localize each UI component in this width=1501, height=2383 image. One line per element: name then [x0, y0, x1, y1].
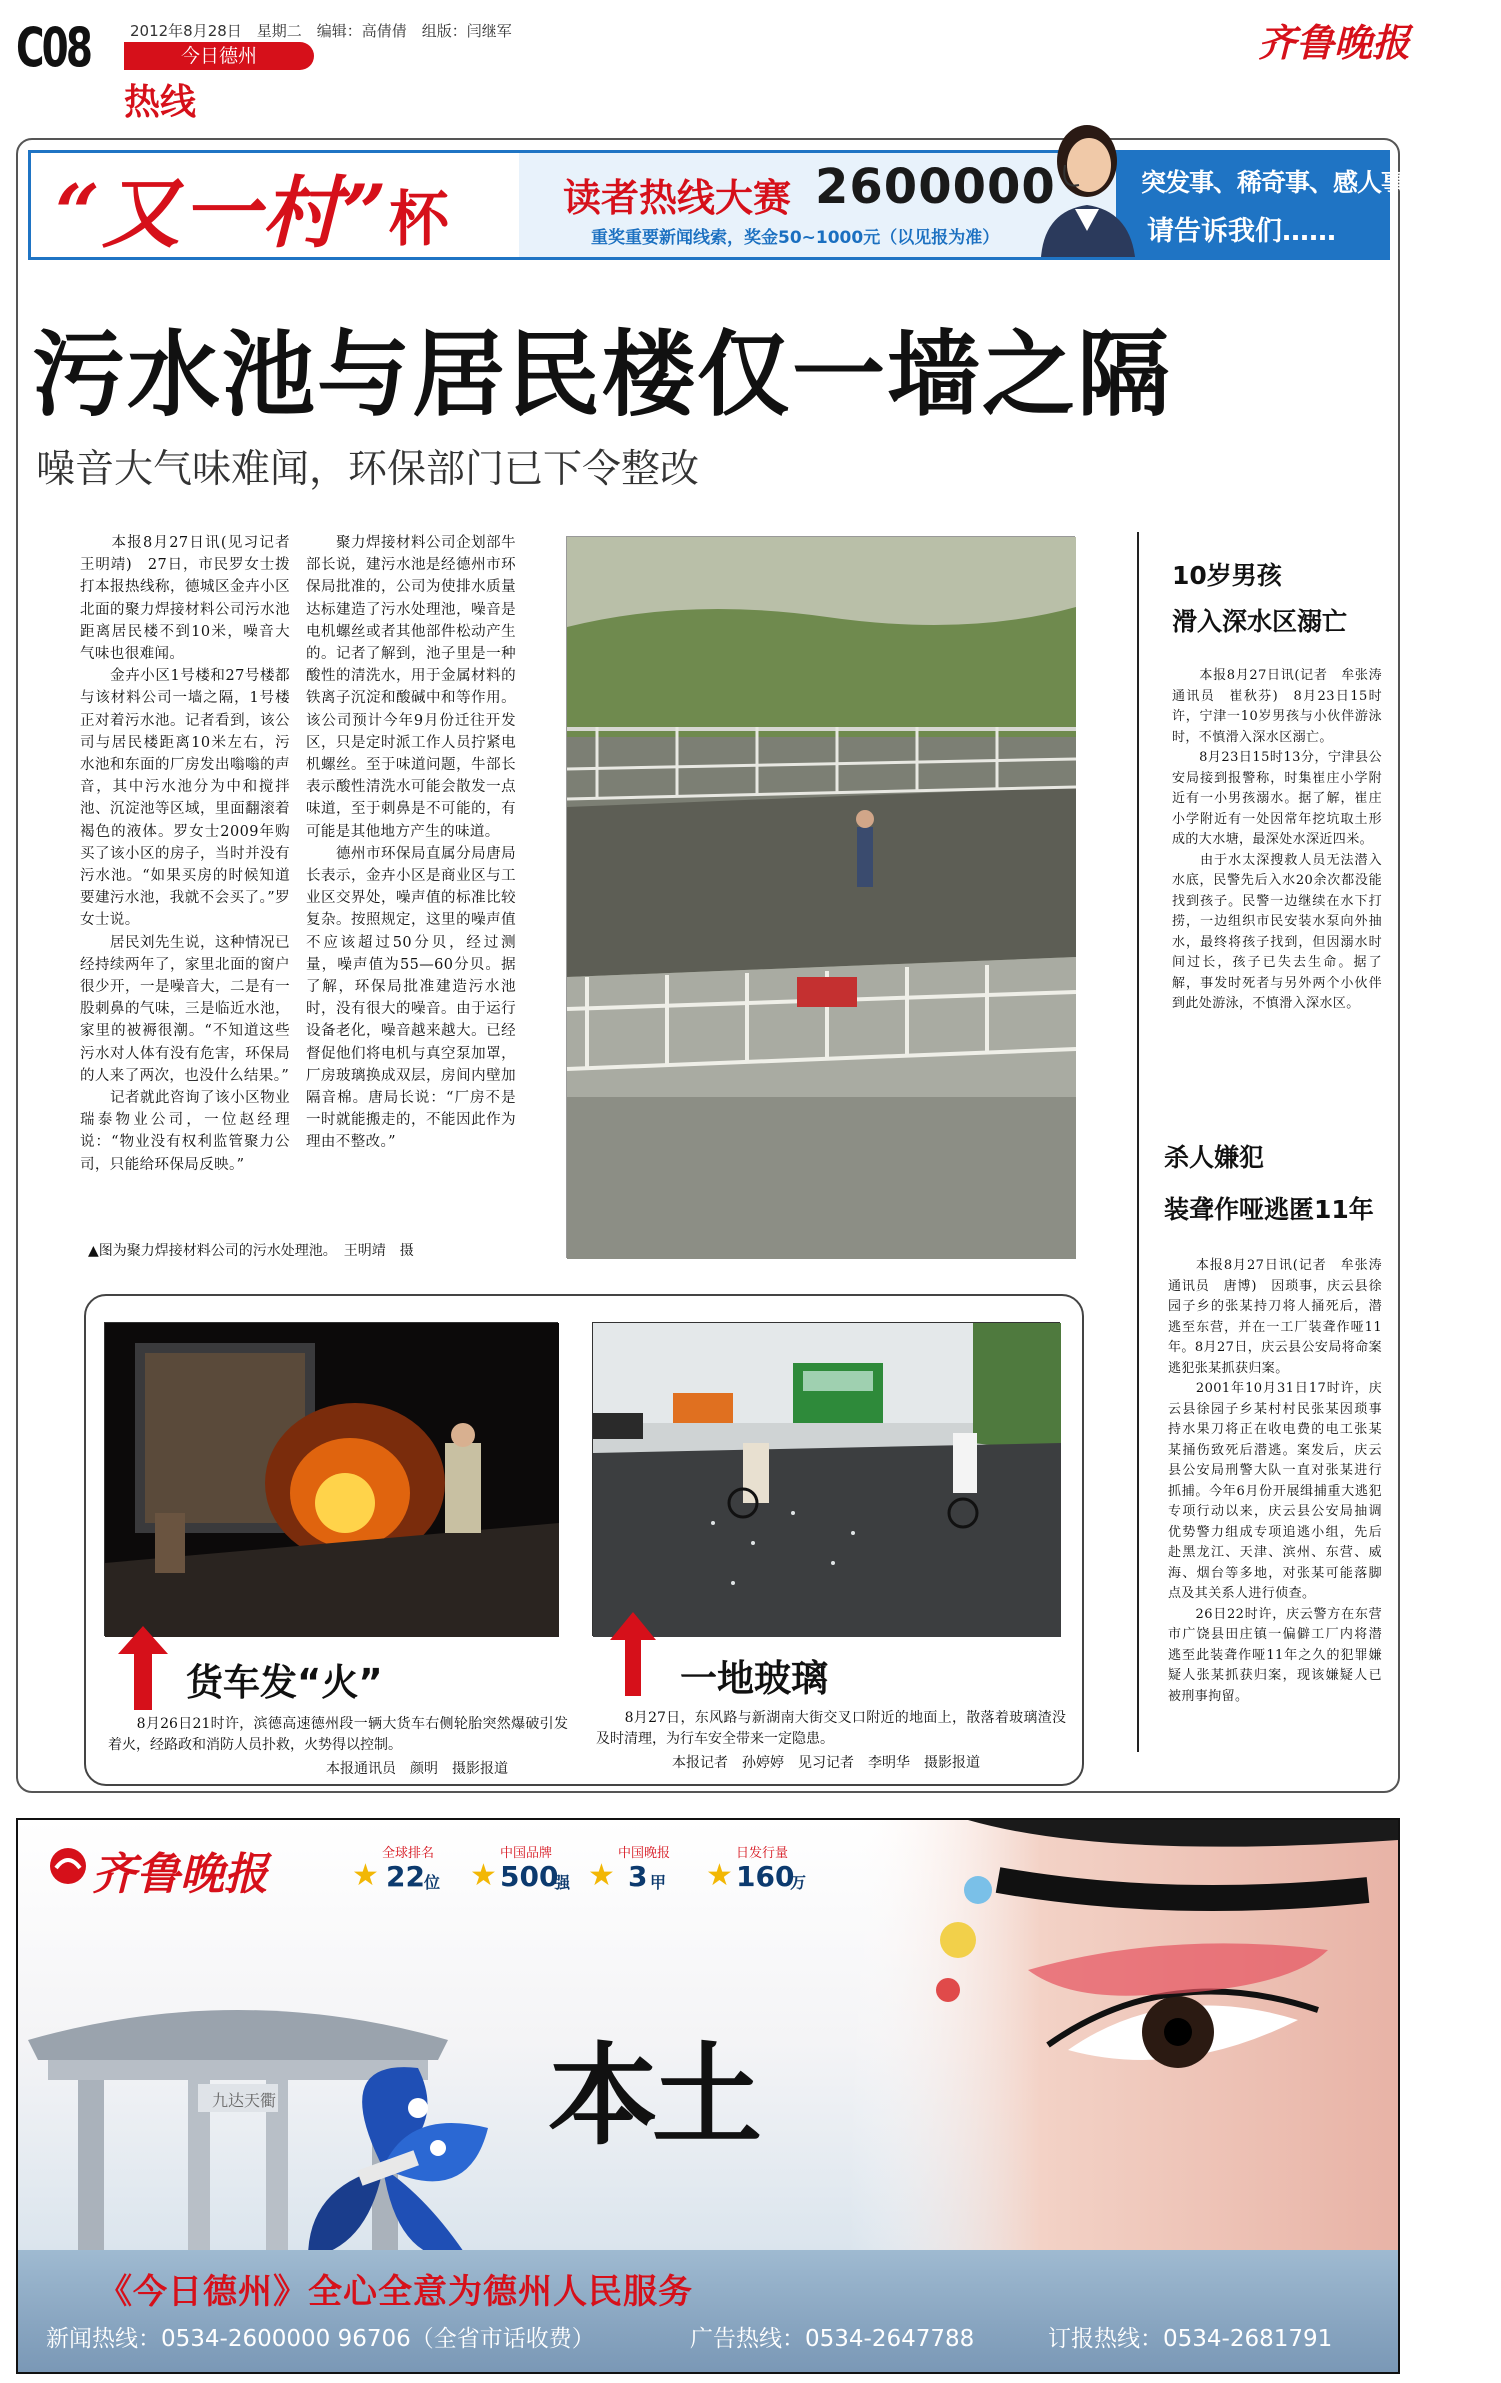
banner-brand: [55, 151, 449, 263]
photo2-credit: 本报记者 孙婷婷 见习记者 李明华 摄影报道: [672, 1755, 980, 1771]
ad-stat-0: [352, 1842, 462, 1902]
star-icon: ★: [352, 1858, 379, 1893]
photo1-title: 货车发“火”: [186, 1661, 383, 1704]
ad-stat-unit: 万: [790, 1873, 807, 1892]
sidebar1-title-line1: 10岁男孩: [1172, 561, 1282, 590]
sidebar1-body: 本报8月27日讯(记者 牟张涛 通讯员 崔秋芬) 8月23日15时许，宁津一10岁男孩与小伙伴游泳时，不慎滑入深水区溺亡。 8月23日15时13分，宁津县公安局接到报警称，时集崔庄小学附近有一小男孩溺水。据了解，崔庄小学附近有一处因常年挖坑取土形成的大水塘，最深处水深近四米。 由于水太深搜救人员无法潜入水底，民警先后入水20余次都没能找到孩子。民警一边继续在水下打捞，一边组织市民安装水泵向外抽水，最终将孩子找到，但因溺水时间过长，孩子已失去生命。据了解，事发时死者与另外两个小伙伴到此处游泳，不慎滑入深水区。: [1172, 668, 1382, 1011]
ad-stat-unit: 位: [424, 1873, 441, 1892]
ad-stat-value: 160: [736, 1860, 795, 1893]
ad-big-word: 本土: [548, 2031, 756, 2160]
ad-stat-label: 全球排名: [382, 1846, 435, 1861]
photo1-arrow-up-icon: [118, 1626, 168, 1710]
page-number: C08: [16, 16, 91, 79]
ad-stat-value: 3: [628, 1860, 648, 1893]
ad-stat-label: 中国品牌: [500, 1846, 553, 1861]
ad-logo-icon: [48, 1846, 88, 1886]
photo2-arrow-up-icon: [610, 1612, 656, 1696]
contest-name: 读者热线大赛: [563, 176, 792, 220]
photo-broken-glass: [592, 1322, 1060, 1636]
page-header: [0, 0, 1417, 128]
ad-stat-label: 日发行量: [736, 1846, 789, 1861]
lead-subheadline: 噪音大气味难闻，环保部门已下令整改: [36, 447, 700, 492]
section-tab: [124, 42, 314, 70]
banner-brand-name: “又一村”: [55, 168, 389, 259]
photo1-caption: 8月26日21时许，滨德高速德州段一辆大货车右侧轮胎突然爆破引发着火，经路政和消防人员扑救，火势得以控制。: [108, 1716, 568, 1753]
banner-brand-suffix: 杯: [388, 185, 449, 255]
sidebar1-title-line2: 滑入深水区溺亡: [1172, 607, 1348, 636]
star-icon: ★: [706, 1858, 733, 1893]
ad-opera-face-illustration: [848, 1820, 1398, 2290]
lead-headline: 污水池与居民楼仅一墙之隔: [32, 321, 1172, 429]
photo1-credit: 本报通讯员 颜明 摄影报道: [326, 1761, 508, 1777]
lead-body-col2: 聚力焊接材料公司企划部牛部长说，建污水池是经德州市环保局批准的，公司为使排水质量达标建造了污水处理池，噪音是电机螺丝或者其他部件松动产生的。记者了解到，池子里是一种酸性的清洗水，用于金属材料的铁离子沉淀和酸碱中和等作用。该公司预计今年9月份迁往开发区，只是定时派工作人员拧紧电机螺丝。至于味道问题，牛部长表示酸性清洗水可能会散发一点味道，至于刺鼻是不可能的，有可能是其他地方产生的味道。 德州市环保局直属分局唐局长表示，金卉小区是商业区与工业区交界处，噪声值的标准比较复杂。按照规定，这里的噪声值不应该超过50分贝，经过测量，噪声值为55—60分贝。据了解，环保局批准建造污水池时，没有很大的噪音。由于运行设备老化，噪音越来越大。已经督促他们将电机与真空泵加罩，厂房玻璃换成双层，房间内壁加隔音棉。唐局长说：“厂房不是一时就能搬走的，不能因此作为理由不整改。”: [306, 535, 516, 1151]
photo2-caption: 8月27日，东风路与新湖南大街交叉口附近的地面上，散落着玻璃渣没及时清理，为行车安全带来一定隐患。: [596, 1710, 1066, 1747]
ad-stat-value: 500: [500, 1860, 559, 1893]
sidebar2-body: 本报8月27日讯(记者 牟张涛 通讯员 唐博) 因琐事，庆云县徐园子乡的张某持刀将人捅死后，潜逃至东营，并在一工厂装聋作哑11年。8月27日，庆云县公安局将命案逃犯张某抓获归案。 2001年10月31日17时许，庆云县徐园子乡某村村民张某因琐事持水果刀将正在收电费的电工张某某捅伤致死后潜逃。案发后，庆云县公安局刑警大队一直对张某进行抓捕。今年6月份开展缉捕重大逃犯专项行动以来，庆云县公安局抽调优势警力组成专项追逃小组，先后赴黑龙江、天津、滨州、东营、威海、烟台等多地，对张某可能落脚点及其关系人进行侦查。 26日22时许，庆云警方在东营市广饶县田庄镇一偏僻工厂内将潜逃至此装聋作哑11年之久的犯罪嫌疑人张某抓获归案，现该嫌疑人已被刑事拘留。: [1168, 1258, 1382, 1704]
ad-stat-3: [706, 1842, 822, 1902]
photo2-title: 一地玻璃: [680, 1657, 828, 1700]
ad-stat-unit: 强: [554, 1873, 571, 1892]
ad-stat-1: [470, 1842, 580, 1902]
masthead-logo: 齐鲁晚报: [1258, 20, 1411, 65]
date-line: 2012年8月28日 星期二 编辑：高倩倩 组版：闫继军: [130, 22, 512, 40]
sidebar2-title-line2: 装聋作哑逃匿11年: [1164, 1195, 1374, 1224]
ad-gate-text: 九达天衢: [212, 2091, 277, 2110]
ad-stat-unit: 甲: [650, 1873, 667, 1892]
ad-ad-hotline: 广告热线：0534-2647788: [690, 2326, 975, 2352]
ad-slogan: 《今日德州》全心全意为德州人民服务: [98, 2272, 693, 2312]
ad-stat-2: [588, 1842, 698, 1902]
sidebar-divider: [1137, 532, 1139, 1752]
contest-call-to-action: 请告诉我们……: [1147, 216, 1336, 247]
ad-subscribe-hotline: 订报热线：0534-2681791: [1048, 2326, 1333, 2352]
ad-news-hotline: 新闻热线：0534-2600000 96706（全省市话收费）: [46, 2326, 595, 2352]
lead-photo-caption: ▲图为聚力焊接材料公司的污水处理池。 王明靖 摄: [88, 1243, 414, 1259]
operator-figure: [1031, 119, 1141, 257]
ad-stat-label: 中国晚报: [618, 1846, 671, 1861]
prize-line: 重奖重要新闻线索，奖金50~1000元（以见报为准）: [591, 228, 1000, 248]
contest-categories: 突发事、稀奇事、感人事、新鲜事: [1141, 168, 1501, 197]
ad-butterfly-illustration: [268, 2048, 498, 2278]
ad-stat-value: 22: [386, 1860, 425, 1893]
section-title: 热线: [124, 82, 197, 123]
star-icon: ★: [470, 1858, 497, 1893]
lead-photo-sewage-pool: [566, 536, 1075, 1258]
sidebar2-title-line1: 杀人嫌犯: [1164, 1143, 1265, 1172]
lead-body-col1: 本报8月27日讯(见习记者 王明靖) 27日，市民罗女士拨打本报热线称，德城区金卉小区北面的聚力焊接材料公司污水池距离居民楼不到10米，噪音大气味也很难闻。 金卉小区1号楼和27号楼都与该材料公司一墙之隔，1号楼正对着污水池。记者看到，该公司与居民楼距离10米左右，污水池和东面的厂房发出嗡嗡的声音，其中污水池分为中和搅拌池、沉淀池等区域，里面翻滚着褐色的液体。罗女士2009年购买了该小区的房子，当时并没有污水池。“如果买房的时候知道要建污水池，我就不会买了。”罗女士说。 居民刘先生说，这种情况已经持续两年了，家里北面的窗户很少开，一是噪音大，二是有一股刺鼻的气味，三是临近水池，家里的被褥很潮。“不知道这些污水对人体有没有危害，环保局的人来了两次，也没什么结果。” 记者就此咨询了该小区物业瑞泰物业公司，一位赵经理说：“物业没有权利监管聚力公司，只能给环保局反映。”: [80, 535, 290, 1173]
ad-stats: [352, 1842, 822, 1902]
ad-brand: 齐鲁晚报: [92, 1849, 268, 1900]
bottom-ad: [16, 1818, 1400, 2374]
star-icon: ★: [588, 1858, 615, 1893]
contest-phone: 2600000: [815, 159, 1056, 215]
section-tab-label: 今日德州: [180, 45, 257, 67]
photo-truck-fire: [104, 1322, 558, 1636]
contest-banner: [28, 150, 1501, 260]
